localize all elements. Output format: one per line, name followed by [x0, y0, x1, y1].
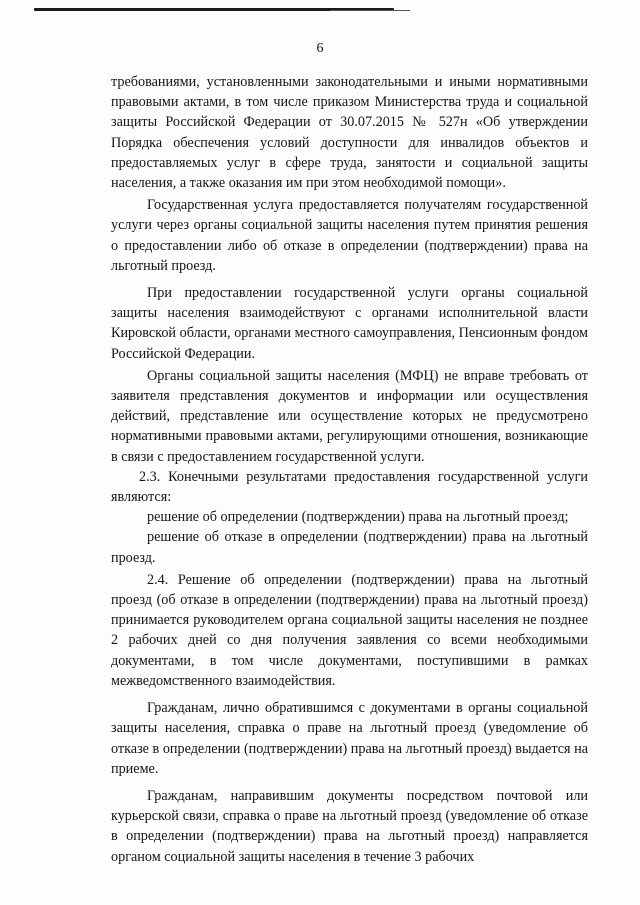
paragraph-2: Государственная услуга предоставляется получателям государственной услуги через органы социальной защиты населения путем принятия решения о предоставлении либо об отказе в определении (подтверждении) права на льготный проезд. [111, 197, 588, 274]
paragraph-3: При предоставлении государственной услуги органы социальной защиты населения взаимодействуют с органами исполнительной власти Кировской области, органами местного самоуправления, Пенсионным фондом Российской Федерации. [111, 285, 588, 362]
paragraph-10: Гражданам, направившим документы посредством почтовой или курьерской связи, справка о праве на льготный проезд (уведомление об отказе в определении (подтверждении) права на льготный проезд) направляется органом социальной защиты населения в течение 3 рабочих [111, 787, 588, 865]
page-number: 6 [316, 41, 324, 56]
document-body [111, 72, 588, 867]
paragraph-9: Гражданам, лично обратившимся с документами в органы социальной защиты населения, справка о праве на льготный проезд (уведомление об отказе в определении (подтверждении) права на льготный проезд) выдается на приеме. [111, 700, 588, 777]
paragraph-1: требованиями, установленными законодательными и иными нормативными правовыми актами, в том числе приказом Министерства труда и социальной защиты Российской Федерации от 30.07.2015 № 527н «Об утверждении Порядка обеспечения условий доступности для инвалидов объектов и предоставляемых услуг в сфере труда, занятости и социальной защиты населения, а также оказания им при этом необходимой помощи». [111, 74, 588, 192]
paragraph-5: 2.3. Конечными результатами предоставления государственной услуги являются: [111, 468, 588, 506]
paragraph-4: Органы социальной защиты населения (МФЦ) не вправе требовать от заявителя представления документов и информации или осуществления действий, представление или осуществление которых не предусмотрено нормативными правовыми актами, регулирующими отношения, возникающие в связи с предоставлением государственной услуги. [111, 367, 588, 465]
paragraph-7: решение об отказе в определении (подтверждении) права на льготный проезд. [111, 529, 588, 566]
paragraph-8: 2.4. Решение об определении (подтверждении) права на льготный проезд (об отказе в определении (подтверждении) права на льготный проезд) принимается руководителем органа социальной защиты населения не позднее 2 рабочих дней со дня получения заявления со всеми необходимыми документами, в том числе документами, поступившими в рамках межведомственного взаимодействия. [111, 571, 588, 689]
top-rule-tail [330, 10, 410, 11]
paragraph-6: решение об определении (подтверждении) права на льготный проезд; [147, 509, 569, 526]
